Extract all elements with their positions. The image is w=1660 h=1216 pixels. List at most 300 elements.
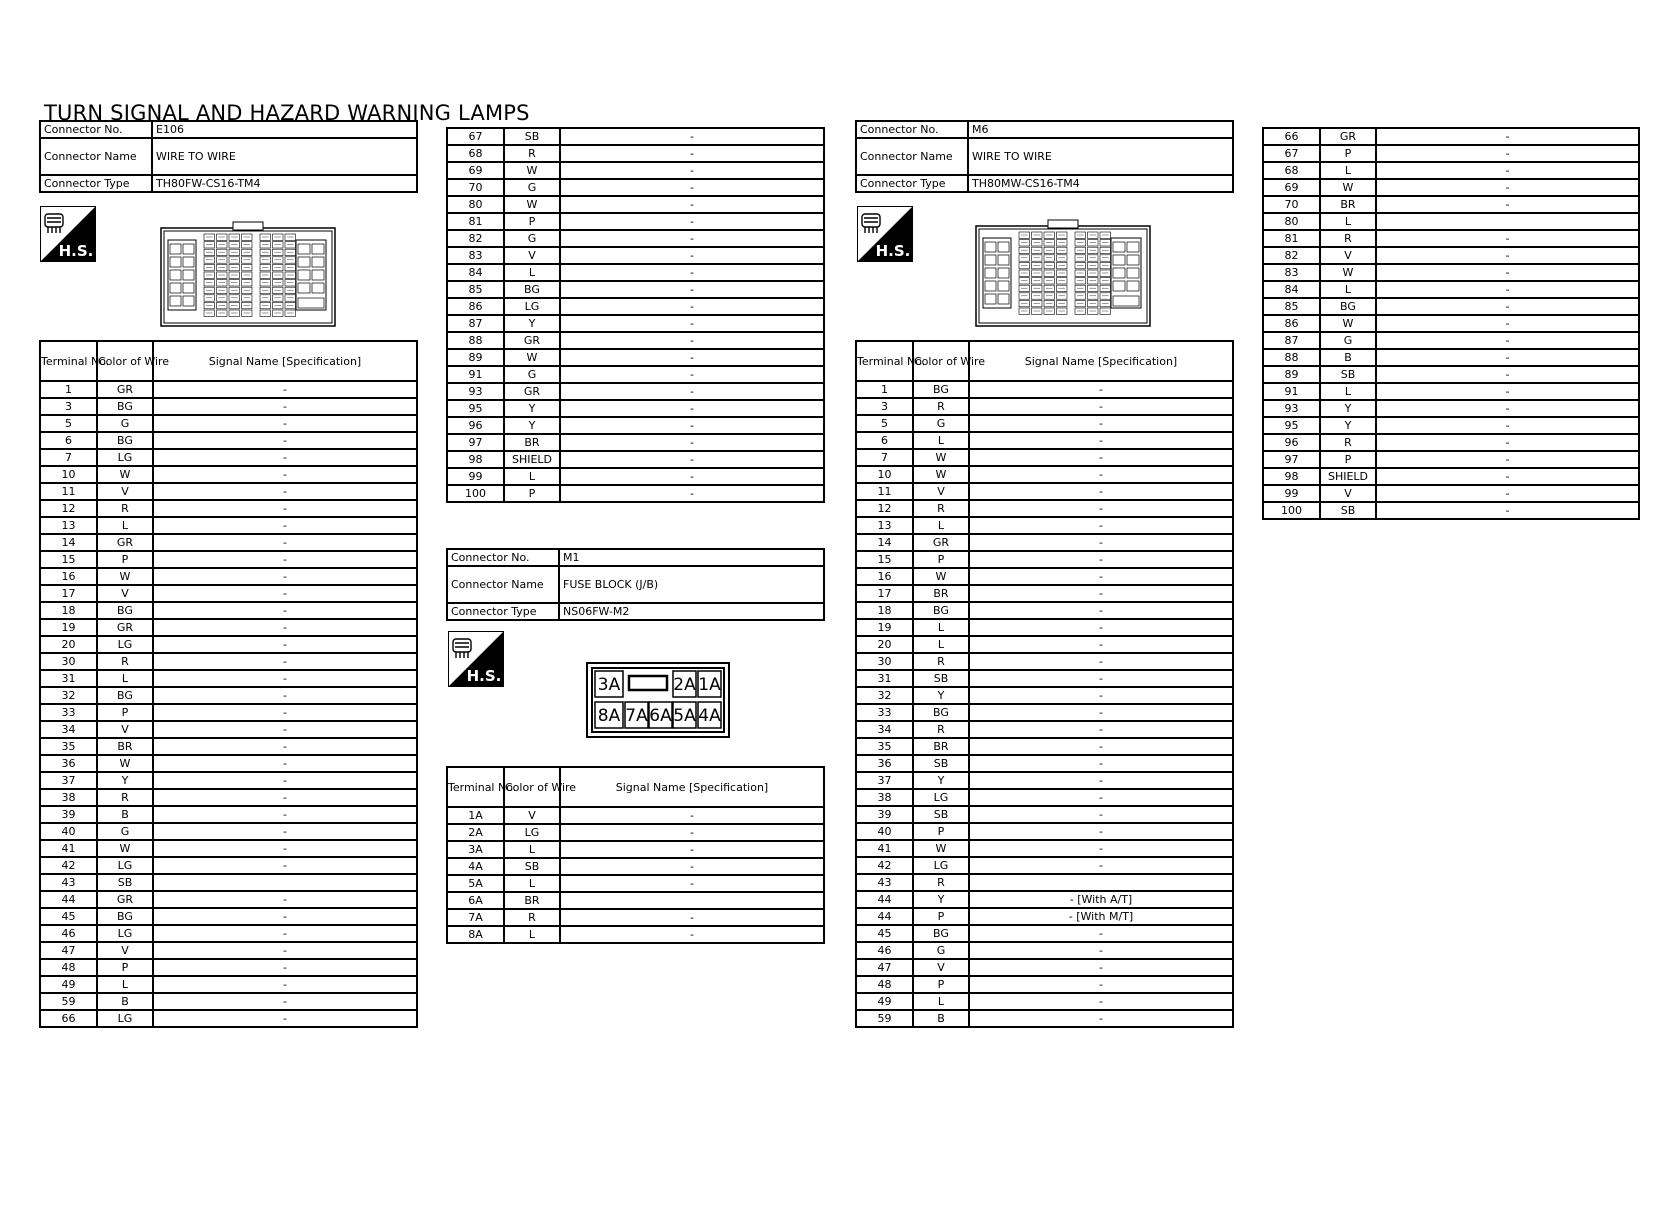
signal-name-header: Signal Name [Specification]: [560, 767, 824, 807]
signal-name-cell: -: [1376, 230, 1639, 247]
wire-color-cell: BG: [97, 602, 153, 619]
signal-name-cell: -: [153, 534, 417, 551]
terminal-no-cell: 88: [447, 332, 504, 349]
terminal-no-cell: 18: [40, 602, 97, 619]
wire-color-cell: V: [504, 807, 560, 824]
wire-color-cell: G: [913, 415, 969, 432]
wire-color-cell: Y: [1320, 417, 1376, 434]
terminal-no-cell: 3A: [447, 841, 504, 858]
table-row: [447, 264, 824, 281]
terminal-no-cell: 1: [40, 381, 97, 398]
signal-name-cell: -: [969, 500, 1233, 517]
terminal-no-cell: 91: [447, 366, 504, 383]
terminal-no-cell: 15: [856, 551, 913, 568]
table-row: [40, 976, 417, 993]
table-row: [447, 892, 824, 909]
connector-type-value: TH80FW-CS16-TM4: [152, 175, 417, 192]
wire-color-cell: BR: [1320, 196, 1376, 213]
wire-color-cell: L: [97, 670, 153, 687]
signal-name-cell: -: [1376, 264, 1639, 281]
table-row: [1263, 196, 1639, 213]
table-row: [40, 466, 417, 483]
terminal-no-cell: 40: [40, 823, 97, 840]
wire-color-cell: SB: [504, 128, 560, 145]
table-row: [40, 602, 417, 619]
table-row: [40, 653, 417, 670]
signal-name-cell: -: [560, 468, 824, 485]
connector-name-label: Connector Name: [40, 138, 152, 175]
signal-name-cell: -: [969, 755, 1233, 772]
terminal-no-cell: 37: [856, 772, 913, 789]
table-row: [1263, 298, 1639, 315]
table-row: [447, 128, 824, 145]
terminal-no-cell: 36: [40, 755, 97, 772]
terminal-no-cell: 30: [856, 653, 913, 670]
table-row: [1263, 383, 1639, 400]
terminal-no-cell: 34: [856, 721, 913, 738]
wire-color-cell: V: [97, 721, 153, 738]
connector-no-value: M6: [968, 121, 1233, 138]
signal-name-cell: [969, 874, 1233, 891]
table-row: [447, 247, 824, 264]
harness-side-icon: [448, 631, 504, 687]
wire-color-cell: V: [97, 942, 153, 959]
terminal-no-cell: 67: [447, 128, 504, 145]
wire-color-cell: GR: [504, 332, 560, 349]
connector-type-value: TH80MW-CS16-TM4: [968, 175, 1233, 192]
terminal-no-cell: 99: [1263, 485, 1320, 502]
wire-color-cell: SHIELD: [504, 451, 560, 468]
wire-color-cell: LG: [97, 636, 153, 653]
table-row: [40, 874, 417, 891]
table-row: [40, 891, 417, 908]
terminal-no-cell: 84: [447, 264, 504, 281]
signal-name-cell: -: [969, 602, 1233, 619]
connector-m6-face-diagram: [975, 218, 1151, 334]
wire-color-cell: L: [97, 517, 153, 534]
wire-color-cell: W: [97, 840, 153, 857]
fuse-terminal-3a: 3A: [597, 675, 621, 695]
color-of-wire-header: Color of Wire: [97, 341, 153, 381]
terminal-no-cell: 99: [447, 468, 504, 485]
table-row: [40, 857, 417, 874]
wire-color-cell: L: [1320, 281, 1376, 298]
signal-name-cell: -: [969, 415, 1233, 432]
signal-name-cell: -: [969, 381, 1233, 398]
signal-name-cell: -: [153, 483, 417, 500]
terminal-no-cell: 45: [856, 925, 913, 942]
terminal-no-cell: 15: [40, 551, 97, 568]
wire-color-cell: P: [1320, 451, 1376, 468]
terminal-no-cell: 13: [40, 517, 97, 534]
terminal-no-cell: 5: [40, 415, 97, 432]
table-row: [40, 449, 417, 466]
table-row: [856, 636, 1233, 653]
table-row: [447, 230, 824, 247]
signal-name-cell: -: [1376, 451, 1639, 468]
wire-color-cell: BG: [97, 687, 153, 704]
signal-name-cell: -: [1376, 315, 1639, 332]
table-row: [856, 449, 1233, 466]
signal-name-cell: -: [1376, 366, 1639, 383]
signal-name-cell: -: [969, 483, 1233, 500]
connector-no-value: E106: [152, 121, 417, 138]
table-row: [856, 381, 1233, 398]
signal-name-cell: -: [560, 434, 824, 451]
connector-name-label: Connector Name: [856, 138, 968, 175]
wire-color-cell: Y: [97, 772, 153, 789]
table-row: [40, 908, 417, 925]
terminal-no-cell: 49: [856, 993, 913, 1010]
signal-name-cell: -: [153, 585, 417, 602]
terminal-no-cell: 16: [40, 568, 97, 585]
harness-side-icon: [857, 206, 913, 262]
terminal-no-cell: 83: [1263, 264, 1320, 281]
fuse-terminal-4a: 4A: [698, 706, 721, 726]
signal-name-cell: -: [1376, 179, 1639, 196]
wire-color-cell: R: [1320, 230, 1376, 247]
table-row: [40, 738, 417, 755]
terminal-no-cell: 47: [856, 959, 913, 976]
wire-color-cell: P: [913, 551, 969, 568]
signal-name-cell: -: [153, 772, 417, 789]
wire-color-cell: LG: [913, 857, 969, 874]
wire-color-cell: R: [504, 909, 560, 926]
connector-name-value: WIRE TO WIRE: [152, 138, 417, 175]
wire-color-cell: R: [913, 653, 969, 670]
terminal-no-cell: 12: [856, 500, 913, 517]
hs-text: H.S.: [58, 242, 94, 260]
signal-name-cell: -: [153, 925, 417, 942]
signal-name-cell: -: [969, 806, 1233, 823]
fuse-terminal-5a: 5A: [673, 706, 696, 726]
signal-name-cell: -: [560, 383, 824, 400]
terminal-no-cell: 91: [1263, 383, 1320, 400]
signal-name-cell: -: [1376, 502, 1639, 519]
wire-color-cell: W: [913, 466, 969, 483]
table-row: [856, 993, 1233, 1010]
signal-name-cell: -: [1376, 349, 1639, 366]
signal-name-cell: -: [153, 942, 417, 959]
wire-color-cell: B: [97, 806, 153, 823]
table-row: [40, 517, 417, 534]
terminal-no-header: Terminal No.: [447, 767, 504, 807]
table-row: [447, 909, 824, 926]
harness-side-icon: [40, 206, 96, 262]
table-row: [856, 789, 1233, 806]
wire-color-cell: B: [97, 993, 153, 1010]
terminal-no-cell: 34: [40, 721, 97, 738]
wire-color-cell: L: [504, 841, 560, 858]
wire-color-cell: W: [913, 840, 969, 857]
fuse-terminal-7a: 7A: [625, 706, 648, 726]
terminal-no-cell: 41: [40, 840, 97, 857]
terminal-no-cell: 98: [1263, 468, 1320, 485]
connector-type-value: NS06FW-M2: [559, 603, 824, 620]
wire-color-cell: LG: [97, 449, 153, 466]
wire-color-cell: BG: [97, 398, 153, 415]
terminal-no-cell: 42: [856, 857, 913, 874]
signal-name-cell: -: [1376, 383, 1639, 400]
wire-color-cell: L: [1320, 162, 1376, 179]
signal-name-cell: -: [560, 247, 824, 264]
wire-color-cell: P: [97, 959, 153, 976]
wire-color-cell: R: [97, 789, 153, 806]
wire-color-cell: GR: [504, 383, 560, 400]
terminal-no-header: Terminal No.: [856, 341, 913, 381]
terminal-no-cell: 80: [1263, 213, 1320, 230]
wire-color-cell: W: [97, 466, 153, 483]
wire-color-cell: G: [504, 179, 560, 196]
terminal-no-cell: 88: [1263, 349, 1320, 366]
signal-name-cell: -: [560, 875, 824, 892]
table-row: [40, 568, 417, 585]
table-row: [40, 840, 417, 857]
connector-no-label: Connector No.: [856, 121, 968, 138]
terminal-no-cell: 41: [856, 840, 913, 857]
signal-name-cell: -: [969, 517, 1233, 534]
wire-color-cell: GR: [97, 381, 153, 398]
signal-name-cell: -: [1376, 485, 1639, 502]
terminal-no-cell: 93: [1263, 400, 1320, 417]
signal-name-cell: -: [969, 568, 1233, 585]
terminal-no-cell: 40: [856, 823, 913, 840]
color-of-wire-header: Color of Wire: [504, 767, 560, 807]
table-row: [447, 383, 824, 400]
wire-color-cell: SB: [504, 858, 560, 875]
table-row: [856, 483, 1233, 500]
wire-color-cell: Y: [913, 891, 969, 908]
table-row: [40, 415, 417, 432]
table-row: [447, 841, 824, 858]
table-row: [40, 500, 417, 517]
table-row: [40, 398, 417, 415]
signal-name-cell: -: [153, 449, 417, 466]
terminal-no-header: Terminal No.: [40, 341, 97, 381]
terminal-no-cell: 38: [856, 789, 913, 806]
wire-color-cell: R: [1320, 434, 1376, 451]
terminal-no-cell: 59: [40, 993, 97, 1010]
wire-color-cell: W: [97, 755, 153, 772]
wire-color-cell: BG: [913, 381, 969, 398]
terminal-no-cell: 4A: [447, 858, 504, 875]
wire-color-cell: W: [504, 349, 560, 366]
terminal-no-cell: 96: [1263, 434, 1320, 451]
terminal-no-cell: 35: [856, 738, 913, 755]
wire-color-cell: P: [913, 976, 969, 993]
terminal-no-cell: 46: [856, 942, 913, 959]
terminal-no-cell: 47: [40, 942, 97, 959]
terminal-no-cell: 39: [856, 806, 913, 823]
terminal-no-cell: 97: [447, 434, 504, 451]
table-row: [1263, 400, 1639, 417]
wire-color-cell: R: [913, 874, 969, 891]
signal-name-cell: -: [560, 909, 824, 926]
wire-color-cell: BR: [913, 738, 969, 755]
wire-color-cell: L: [1320, 383, 1376, 400]
wire-color-cell: LG: [504, 298, 560, 315]
wire-color-cell: R: [97, 653, 153, 670]
signal-name-cell: -: [153, 432, 417, 449]
wire-color-cell: SHIELD: [1320, 468, 1376, 485]
terminal-no-cell: 43: [40, 874, 97, 891]
signal-name-cell: -: [1376, 162, 1639, 179]
table-row: [447, 434, 824, 451]
table-row: [856, 942, 1233, 959]
wire-color-cell: BR: [913, 585, 969, 602]
signal-name-header: Signal Name [Specification]: [969, 341, 1233, 381]
terminal-no-cell: 100: [1263, 502, 1320, 519]
wire-color-cell: V: [97, 585, 153, 602]
signal-name-cell: -: [560, 807, 824, 824]
table-row: [40, 772, 417, 789]
table-row: [856, 840, 1233, 857]
table-row: [447, 926, 824, 943]
wire-color-cell: GR: [97, 891, 153, 908]
signal-name-cell: -: [153, 738, 417, 755]
signal-name-cell: -: [560, 858, 824, 875]
signal-name-cell: -: [969, 772, 1233, 789]
terminal-no-cell: 97: [1263, 451, 1320, 468]
table-row: [1263, 145, 1639, 162]
table-row: [40, 755, 417, 772]
terminal-no-cell: 82: [447, 230, 504, 247]
table-row: [856, 517, 1233, 534]
table-row: [40, 619, 417, 636]
connector-name-value: FUSE BLOCK (J/B): [559, 566, 824, 603]
wire-color-cell: L: [97, 976, 153, 993]
terminal-no-cell: 8A: [447, 926, 504, 943]
table-row: [1263, 128, 1639, 145]
signal-name-cell: -: [153, 602, 417, 619]
signal-name-cell: -: [153, 840, 417, 857]
wire-color-cell: L: [1320, 213, 1376, 230]
signal-name-cell: -: [560, 230, 824, 247]
signal-name-cell: -: [560, 264, 824, 281]
terminal-no-cell: 14: [40, 534, 97, 551]
table-row: [1263, 264, 1639, 281]
table-row: [447, 824, 824, 841]
table-row: [40, 381, 417, 398]
wire-color-cell: LG: [913, 789, 969, 806]
signal-name-cell: -: [969, 993, 1233, 1010]
table-row: [40, 959, 417, 976]
wire-color-cell: Y: [913, 687, 969, 704]
table-row: [856, 721, 1233, 738]
color-of-wire-header: Color of Wire: [913, 341, 969, 381]
table-row: [1263, 417, 1639, 434]
wire-color-cell: W: [97, 568, 153, 585]
terminal-no-cell: 46: [40, 925, 97, 942]
wire-color-cell: L: [504, 875, 560, 892]
terminal-no-cell: 32: [856, 687, 913, 704]
table-row: [856, 687, 1233, 704]
terminal-no-cell: 20: [856, 636, 913, 653]
connector-face-e106-svg: [160, 220, 336, 330]
table-row: [447, 315, 824, 332]
table-row: [40, 432, 417, 449]
terminal-no-cell: 86: [447, 298, 504, 315]
fuse-terminal-1a: 1A: [698, 675, 721, 695]
wire-color-cell: P: [97, 704, 153, 721]
signal-name-cell: -: [153, 908, 417, 925]
table-row: [40, 585, 417, 602]
signal-name-cell: -: [1376, 417, 1639, 434]
terminal-no-cell: 86: [1263, 315, 1320, 332]
terminal-no-cell: 85: [1263, 298, 1320, 315]
terminal-no-cell: 1A: [447, 807, 504, 824]
signal-name-cell: -: [1376, 332, 1639, 349]
wire-color-cell: W: [504, 196, 560, 213]
table-row: [447, 349, 824, 366]
terminal-no-cell: 30: [40, 653, 97, 670]
signal-name-cell: -: [1376, 434, 1639, 451]
signal-name-cell: -: [969, 432, 1233, 449]
table-row: [856, 976, 1233, 993]
wire-color-cell: BR: [97, 738, 153, 755]
terminal-no-cell: 43: [856, 874, 913, 891]
terminal-no-cell: 49: [40, 976, 97, 993]
table-row: [447, 298, 824, 315]
terminal-no-cell: 33: [856, 704, 913, 721]
terminal-no-cell: 44: [856, 908, 913, 925]
terminal-no-cell: 45: [40, 908, 97, 925]
signal-name-cell: -: [153, 415, 417, 432]
signal-name-cell: [560, 892, 824, 909]
terminal-no-cell: 98: [447, 451, 504, 468]
signal-name-cell: -: [560, 128, 824, 145]
connector-e106-info: [39, 120, 418, 193]
table-row: [40, 534, 417, 551]
table-row: [40, 483, 417, 500]
wire-color-cell: P: [97, 551, 153, 568]
signal-name-cell: -: [969, 1010, 1233, 1027]
signal-name-cell: -: [153, 636, 417, 653]
table-row: [856, 959, 1233, 976]
page-title: TURN SIGNAL AND HAZARD WARNING LAMPS: [44, 101, 530, 125]
signal-name-cell: -: [153, 381, 417, 398]
terminal-no-cell: 44: [856, 891, 913, 908]
wire-color-cell: GR: [1320, 128, 1376, 145]
connector-m6-info: [855, 120, 1234, 193]
signal-name-cell: -: [969, 551, 1233, 568]
table-row: [447, 451, 824, 468]
signal-name-cell: -: [153, 1010, 417, 1027]
table-row: [40, 687, 417, 704]
table-row: [1263, 485, 1639, 502]
hs-text: H.S.: [875, 242, 911, 260]
table-row: [40, 551, 417, 568]
signal-name-cell: -: [153, 551, 417, 568]
wire-color-cell: BG: [913, 602, 969, 619]
wire-color-cell: BG: [504, 281, 560, 298]
wire-color-cell: SB: [1320, 366, 1376, 383]
signal-name-cell: -: [153, 721, 417, 738]
terminal-no-cell: 100: [447, 485, 504, 502]
table-row: [40, 823, 417, 840]
table-row: [1263, 162, 1639, 179]
terminal-no-cell: 44: [40, 891, 97, 908]
wire-color-cell: Y: [504, 315, 560, 332]
terminal-no-cell: 16: [856, 568, 913, 585]
signal-name-cell: -: [969, 857, 1233, 874]
wire-color-cell: L: [913, 432, 969, 449]
fuse-terminal-2a: 2A: [673, 675, 696, 695]
connector-face-m6-svg: [975, 218, 1151, 330]
wire-color-cell: G: [913, 942, 969, 959]
table-row: [856, 500, 1233, 517]
terminal-no-cell: 5A: [447, 875, 504, 892]
